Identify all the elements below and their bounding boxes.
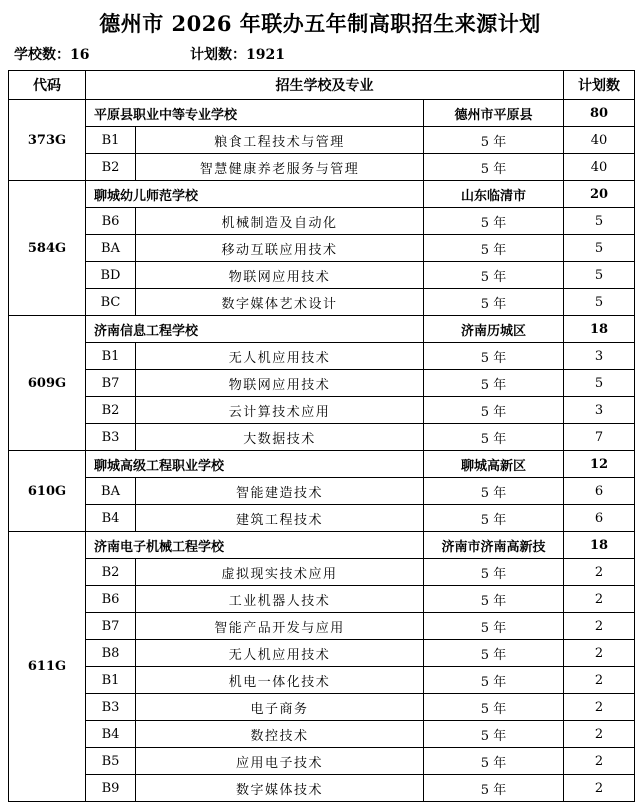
major-name: 机械制造及自动化 — [136, 208, 424, 235]
document-title: 德州市 2026 年联办五年制高职招生来源计划 — [99, 11, 541, 36]
major-code: BD — [86, 262, 136, 289]
major-name: 虚拟现实技术应用 — [136, 559, 424, 586]
plan-count — [190, 44, 285, 64]
major-plan: 5 — [564, 208, 635, 235]
major-duration: 5 年 — [424, 667, 564, 694]
major-duration: 5 年 — [424, 559, 564, 586]
major-row — [9, 559, 635, 586]
major-name: 数字媒体艺术设计 — [136, 289, 424, 316]
school-code: 584G — [9, 181, 86, 316]
school-name: 聊城幼儿师范学校 — [86, 181, 424, 208]
major-code: B2 — [86, 397, 136, 424]
major-plan: 2 — [564, 748, 635, 775]
major-code: B6 — [86, 208, 136, 235]
major-plan: 40 — [564, 154, 635, 181]
enrollment-plan-table — [8, 70, 635, 802]
major-row — [9, 613, 635, 640]
school-plan-total: 18 — [564, 316, 635, 343]
major-duration: 5 年 — [424, 775, 564, 802]
major-plan: 7 — [564, 424, 635, 451]
major-code: BC — [86, 289, 136, 316]
major-row — [9, 775, 635, 802]
header-code: 代码 — [9, 71, 86, 100]
major-row — [9, 370, 635, 397]
school-code: 373G — [9, 100, 86, 181]
school-row — [9, 316, 635, 343]
major-code: B6 — [86, 586, 136, 613]
school-name: 济南电子机械工程学校 — [86, 532, 424, 559]
major-code: B7 — [86, 613, 136, 640]
school-plan-total: 80 — [564, 100, 635, 127]
major-plan: 5 — [564, 289, 635, 316]
table-body — [9, 100, 635, 802]
major-plan: 5 — [564, 262, 635, 289]
major-code: B8 — [86, 640, 136, 667]
school-location: 济南历城区 — [424, 316, 564, 343]
major-code: BA — [86, 478, 136, 505]
major-duration: 5 年 — [424, 640, 564, 667]
major-name: 物联网应用技术 — [136, 370, 424, 397]
major-row — [9, 397, 635, 424]
major-duration: 5 年 — [424, 397, 564, 424]
major-duration: 5 年 — [424, 424, 564, 451]
major-row — [9, 127, 635, 154]
major-row — [9, 235, 635, 262]
major-row — [9, 505, 635, 532]
major-code: B2 — [86, 154, 136, 181]
major-row — [9, 748, 635, 775]
major-name: 数控技术 — [136, 721, 424, 748]
major-row — [9, 424, 635, 451]
major-plan: 2 — [564, 694, 635, 721]
major-duration: 5 年 — [424, 154, 564, 181]
major-code: BA — [86, 235, 136, 262]
school-name: 聊城高级工程职业学校 — [86, 451, 424, 478]
major-code: B2 — [86, 559, 136, 586]
major-code: B1 — [86, 127, 136, 154]
major-plan: 2 — [564, 559, 635, 586]
table-header-row — [9, 71, 635, 100]
major-plan: 2 — [564, 775, 635, 802]
major-name: 数字媒体技术 — [136, 775, 424, 802]
school-plan-total: 20 — [564, 181, 635, 208]
major-duration: 5 年 — [424, 694, 564, 721]
school-plan-total: 12 — [564, 451, 635, 478]
major-code: B4 — [86, 505, 136, 532]
major-row — [9, 262, 635, 289]
major-code: B4 — [86, 721, 136, 748]
major-plan: 2 — [564, 586, 635, 613]
major-row — [9, 208, 635, 235]
major-duration: 5 年 — [424, 478, 564, 505]
major-name: 机电一体化技术 — [136, 667, 424, 694]
plan-count-value: 1921 — [246, 47, 285, 63]
major-plan: 40 — [564, 127, 635, 154]
major-code: B3 — [86, 694, 136, 721]
major-plan: 2 — [564, 667, 635, 694]
major-plan: 5 — [564, 370, 635, 397]
major-name: 智能产品开发与应用 — [136, 613, 424, 640]
major-plan: 2 — [564, 721, 635, 748]
header-plan: 计划数 — [564, 71, 635, 100]
major-duration: 5 年 — [424, 289, 564, 316]
major-duration: 5 年 — [424, 586, 564, 613]
major-code: B1 — [86, 343, 136, 370]
major-code: B1 — [86, 667, 136, 694]
major-plan: 6 — [564, 478, 635, 505]
school-plan-total: 18 — [564, 532, 635, 559]
school-location: 聊城高新区 — [424, 451, 564, 478]
major-row — [9, 586, 635, 613]
major-duration: 5 年 — [424, 262, 564, 289]
major-row — [9, 289, 635, 316]
header-school-major: 招生学校及专业 — [86, 71, 564, 100]
major-plan: 2 — [564, 613, 635, 640]
major-row — [9, 694, 635, 721]
major-row — [9, 667, 635, 694]
major-duration: 5 年 — [424, 127, 564, 154]
major-name: 智慧健康养老服务与管理 — [136, 154, 424, 181]
major-name: 电子商务 — [136, 694, 424, 721]
major-duration: 5 年 — [424, 370, 564, 397]
school-code: 610G — [9, 451, 86, 532]
school-row — [9, 181, 635, 208]
school-row — [9, 532, 635, 559]
major-name: 智能建造技术 — [136, 478, 424, 505]
major-plan: 5 — [564, 235, 635, 262]
school-count-value: 16 — [70, 47, 90, 63]
major-duration: 5 年 — [424, 235, 564, 262]
major-row — [9, 154, 635, 181]
major-plan: 2 — [564, 640, 635, 667]
major-duration: 5 年 — [424, 748, 564, 775]
school-location: 山东临清市 — [424, 181, 564, 208]
major-code: B7 — [86, 370, 136, 397]
major-name: 粮食工程技术与管理 — [136, 127, 424, 154]
major-duration: 5 年 — [424, 343, 564, 370]
school-row — [9, 451, 635, 478]
major-name: 建筑工程技术 — [136, 505, 424, 532]
major-duration: 5 年 — [424, 208, 564, 235]
major-row — [9, 478, 635, 505]
school-code: 611G — [9, 532, 86, 802]
major-name: 大数据技术 — [136, 424, 424, 451]
major-code: B5 — [86, 748, 136, 775]
school-name: 济南信息工程学校 — [86, 316, 424, 343]
major-name: 应用电子技术 — [136, 748, 424, 775]
school-row — [9, 100, 635, 127]
major-duration: 5 年 — [424, 721, 564, 748]
school-name: 平原县职业中等专业学校 — [86, 100, 424, 127]
school-location: 德州市平原县 — [424, 100, 564, 127]
major-plan: 6 — [564, 505, 635, 532]
major-name: 无人机应用技术 — [136, 640, 424, 667]
major-name: 物联网应用技术 — [136, 262, 424, 289]
major-name: 移动互联应用技术 — [136, 235, 424, 262]
major-plan: 3 — [564, 343, 635, 370]
major-duration: 5 年 — [424, 505, 564, 532]
major-code: B3 — [86, 424, 136, 451]
major-row — [9, 640, 635, 667]
major-name: 工业机器人技术 — [136, 586, 424, 613]
school-code: 609G — [9, 316, 86, 451]
major-code: B9 — [86, 775, 136, 802]
major-row — [9, 721, 635, 748]
major-plan: 3 — [564, 397, 635, 424]
major-name: 云计算技术应用 — [136, 397, 424, 424]
major-duration: 5 年 — [424, 613, 564, 640]
school-location: 济南市济南高新技 — [424, 532, 564, 559]
school-count — [14, 44, 89, 64]
major-name: 无人机应用技术 — [136, 343, 424, 370]
major-row — [9, 343, 635, 370]
school-count-label: 学校数： — [14, 47, 70, 63]
plan-count-label: 计划数： — [190, 47, 246, 63]
